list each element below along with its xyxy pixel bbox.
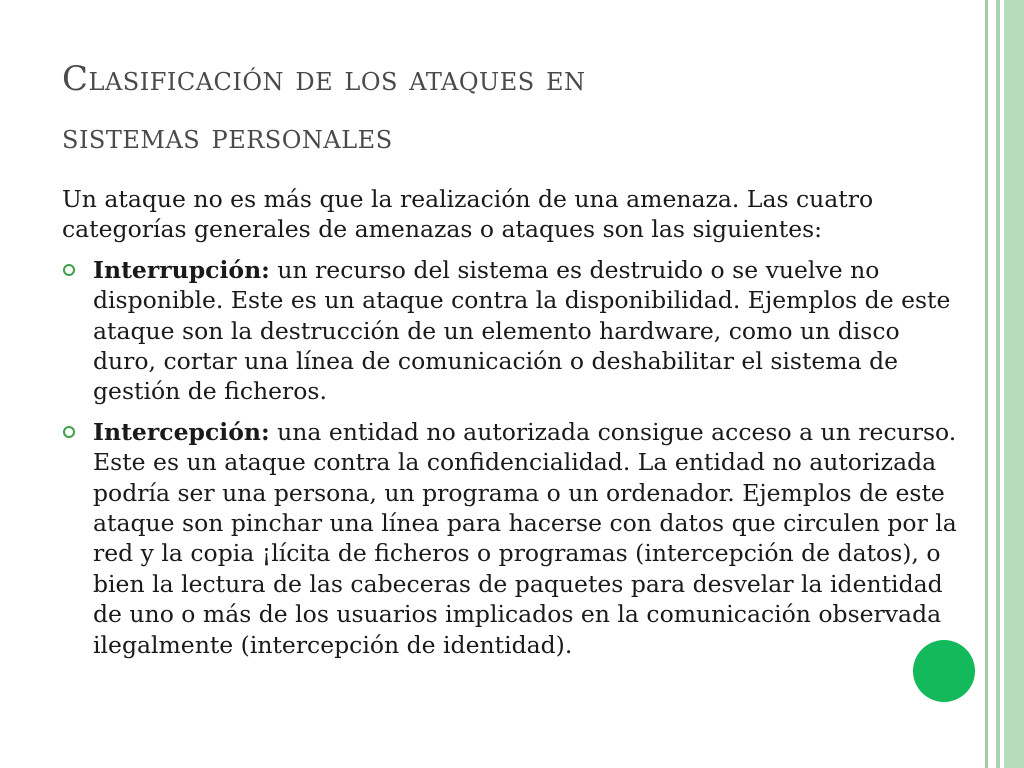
green-dot-icon	[913, 640, 975, 702]
side-stripes	[978, 0, 1024, 768]
bullet-term: Intercepción:	[93, 417, 270, 446]
bullet-item-interrupcion	[62, 255, 967, 407]
slide-title	[62, 50, 922, 166]
bullet-list	[62, 255, 967, 660]
intro-paragraph: Un ataque no es más que la realización de una amenaza. Las cuatro categorías generales de amenazas o ataques son las siguientes:	[62, 185, 874, 244]
circle-outline-bullet-icon	[63, 426, 75, 438]
bullet-item-intercepcion	[62, 417, 967, 660]
bullet-text: un recurso del sistema es destruido o se vuelve no disponible. Este es un ataque contra la disponibilidad. Ejemplos de este ataque son la destrucción de un elemento hardware, como un disco duro, cortar una línea de comunicación o deshabilitar el sistema de gestión de ficheros.	[93, 255, 951, 406]
bullet-term: Interrupción:	[93, 255, 270, 284]
title-line-2: sistemas personales	[62, 117, 393, 157]
slide-body	[62, 184, 967, 670]
title-line-1: Clasificación de los ataques en	[62, 59, 586, 99]
bullet-text: una entidad no autorizada consigue acceso a un recurso. Este es un ataque contra la confidencialidad. La entidad no autorizada podría ser una persona, un programa o un ordenador. Ejemplos de este ataque son pinchar una línea para hacerse con datos que circulen por la red y la copia ¡lícita de ficheros o programas (intercepción de datos), o bien la lectura de las cabeceras de paquetes para desvelar la identidad de uno o más de los usuarios implicados en la comunicación observada ilegalmente (intercepción de identidad).	[93, 417, 957, 659]
stripe-wide	[1004, 0, 1024, 768]
circle-outline-bullet-icon	[63, 264, 75, 276]
